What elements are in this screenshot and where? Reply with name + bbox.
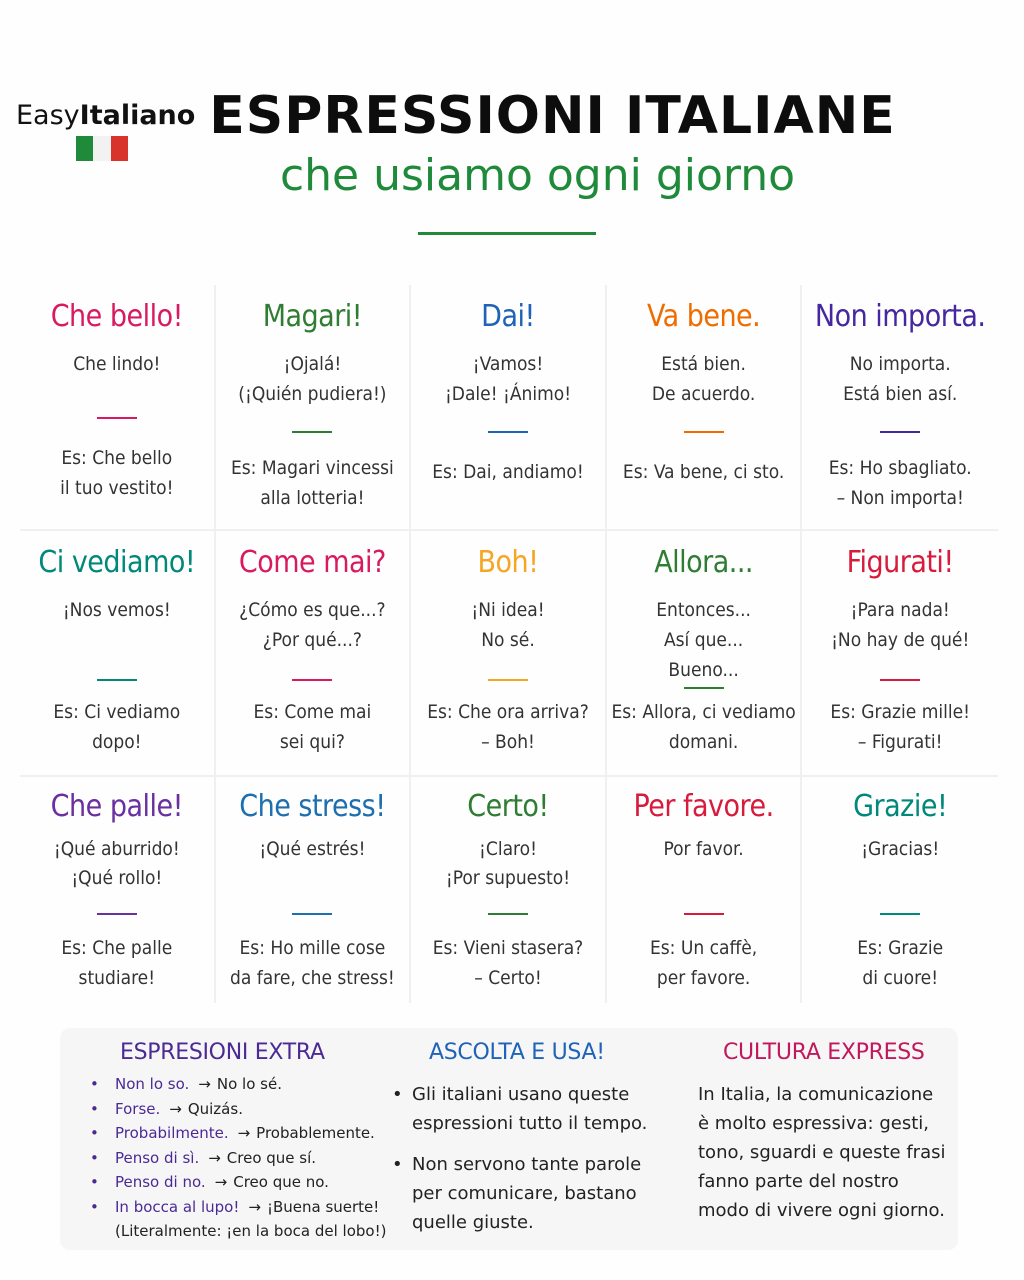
extra-item	[90, 1097, 380, 1122]
expression-example: Es: Come mai sei qui?	[253, 701, 372, 753]
card-divider	[684, 913, 724, 915]
extra-spanish: Creo que no.	[233, 1173, 329, 1191]
expression-card	[216, 777, 412, 1003]
card-divider	[880, 913, 920, 915]
expression-card	[411, 531, 607, 777]
info-panel	[60, 1028, 958, 1250]
expression-card	[802, 285, 998, 531]
extra-list	[90, 1072, 380, 1219]
expression-phrase: Figurati!	[846, 545, 954, 580]
expression-translation: ¡Claro! ¡Por supuesto!	[445, 838, 571, 889]
extra-italian: Penso di sì.	[115, 1148, 200, 1167]
arrow-icon: →	[248, 1197, 261, 1216]
card-divider	[880, 679, 920, 681]
expression-translation: ¡Ni idea! No sé.	[471, 599, 545, 651]
expression-card	[411, 777, 607, 1003]
expression-phrase: Boh!	[477, 545, 539, 580]
expression-example: Es: Ho mille cose da fare, che stress!	[229, 937, 395, 989]
expression-phrase: Che palle!	[50, 789, 183, 824]
extra-spanish: No lo sé.	[216, 1075, 282, 1093]
expression-phrase: Dai!	[481, 299, 535, 334]
expression-example: Es: Ho sbagliato. – Non importa!	[828, 457, 972, 509]
expression-example: Es: Grazie di cuore!	[857, 937, 944, 989]
extra-title: ESPRESIONI EXTRA	[120, 1040, 325, 1065]
expression-example: Es: Che palle studiare!	[61, 937, 173, 989]
extra-note: (Literalmente: ¡en la boca del lobo!)	[115, 1222, 387, 1240]
expression-translation: ¡Qué estrés!	[259, 838, 366, 860]
expression-example: Es: Ci vediamo dopo!	[53, 701, 181, 753]
expression-card	[607, 531, 803, 777]
listen-section	[392, 1040, 652, 1249]
card-divider	[488, 913, 528, 915]
culture-title: CULTURA EXPRESS	[723, 1040, 925, 1065]
expression-translation: Entonces... Así que... Bueno...	[656, 599, 751, 681]
expression-example: Es: Vieni stasera? – Certo!	[432, 937, 584, 989]
expression-translation: ¡Ojalá! (¡Quién pudiera!)	[238, 353, 387, 405]
expression-translation: ¿Cómo es que...? ¿Por qué...?	[239, 599, 386, 651]
card-divider	[488, 679, 528, 681]
card-divider	[97, 679, 137, 681]
expression-example: Es: Allora, ci vediamo domani.	[611, 701, 796, 753]
arrow-icon: →	[208, 1148, 221, 1167]
arrow-icon: →	[214, 1173, 228, 1191]
extra-item	[90, 1146, 380, 1171]
card-divider	[97, 913, 137, 915]
expression-card	[607, 777, 803, 1003]
extra-spanish: ¡Buena suerte!	[266, 1197, 380, 1216]
expression-translation: ¡Nos vemos!	[62, 599, 171, 621]
expression-card	[411, 285, 607, 531]
extra-section	[90, 1040, 387, 1244]
expression-example: Es: Dai, andiamo!	[432, 461, 584, 483]
brand-name: EasyItaliano	[16, 100, 196, 131]
page-title: ESPRESSIONI ITALIANE	[209, 86, 896, 146]
extra-italian: Forse.	[115, 1099, 161, 1118]
card-divider	[880, 431, 920, 433]
card-divider	[292, 431, 332, 433]
expression-translation: ¡Para nada! ¡No hay de qué!	[831, 599, 970, 651]
culture-section	[698, 1040, 948, 1225]
title-divider	[418, 232, 596, 235]
extra-item	[90, 1072, 380, 1097]
listen-bullet: • Non servono tante parole per comunicare, bastano quelle giuste.	[392, 1150, 652, 1237]
extra-spanish: Creo que sí.	[226, 1148, 317, 1167]
expression-translation: Che lindo!	[73, 353, 161, 375]
arrow-icon: →	[237, 1124, 251, 1142]
card-divider	[684, 687, 724, 689]
expression-example: Es: Che bello il tuo vestito!	[60, 447, 174, 499]
culture-text: In Italia, la comunicazione è molto espressiva: gesti, tono, sguardi e queste frasi fanno parte del nostro modo di vivere ogni giorno.	[698, 1084, 946, 1221]
expression-phrase: Per favore.	[633, 789, 774, 824]
expression-example: Es: Un caffè, per favore.	[649, 937, 758, 989]
expression-card	[20, 531, 216, 777]
expression-card	[802, 531, 998, 777]
expression-phrase: Va bene.	[646, 299, 761, 334]
card-divider	[292, 913, 332, 915]
extra-italian: Penso di no.	[115, 1173, 206, 1191]
extra-italian: In bocca al lupo!	[115, 1197, 240, 1216]
expression-phrase: Che bello!	[50, 299, 183, 334]
expression-example: Es: Va bene, ci sto.	[622, 461, 785, 483]
expression-phrase: Certo!	[467, 789, 549, 824]
expression-translation: ¡Vamos! ¡Dale! ¡Ánimo!	[444, 353, 572, 405]
expression-phrase: Allora...	[654, 545, 753, 580]
expression-phrase: Grazie!	[853, 789, 948, 824]
expression-card	[607, 285, 803, 531]
arrow-icon: →	[198, 1075, 211, 1093]
expression-phrase: Non importa.	[814, 299, 986, 334]
expression-translation: Está bien. De acuerdo.	[651, 353, 756, 405]
expressions-grid	[20, 285, 998, 1003]
expression-phrase: Come mai?	[238, 545, 386, 580]
extra-italian: Non lo so.	[115, 1075, 190, 1093]
expression-card	[20, 777, 216, 1003]
arrow-icon: →	[169, 1099, 182, 1118]
expression-card	[802, 777, 998, 1003]
page-subtitle: che usiamo ogni giorno	[279, 150, 796, 201]
extra-item	[90, 1121, 380, 1146]
card-divider	[97, 417, 137, 419]
expression-example: Es: Grazie mille! – Figurati!	[830, 701, 970, 753]
extra-spanish: Quizás.	[187, 1099, 243, 1118]
expression-card	[20, 285, 216, 531]
expression-card	[216, 531, 412, 777]
card-divider	[292, 679, 332, 681]
expression-translation: No importa. Está bien así.	[843, 353, 958, 405]
extra-italian: Probabilmente.	[115, 1124, 229, 1142]
expression-phrase: Ci vediamo!	[38, 545, 196, 580]
expression-example: Es: Che ora arriva? – Boh!	[427, 701, 589, 753]
card-divider	[684, 431, 724, 433]
expression-translation: ¡Qué aburrido! ¡Qué rollo!	[53, 838, 180, 889]
extra-item	[90, 1195, 380, 1220]
expression-translation: Por favor.	[663, 838, 744, 860]
card-divider	[488, 431, 528, 433]
expression-example: Es: Magari vincessi alla lotteria!	[230, 457, 394, 509]
listen-title: ASCOLTA E USA!	[429, 1040, 605, 1065]
expression-phrase: Che stress!	[239, 789, 386, 824]
extra-item	[90, 1170, 380, 1195]
expression-phrase: Magari!	[262, 299, 363, 334]
extra-spanish: Probablemente.	[256, 1124, 375, 1142]
expression-translation: ¡Gracias!	[861, 838, 940, 860]
listen-bullet: • Gli italiani usano queste espressioni tutto il tempo.	[392, 1080, 652, 1138]
expression-card	[216, 285, 412, 531]
